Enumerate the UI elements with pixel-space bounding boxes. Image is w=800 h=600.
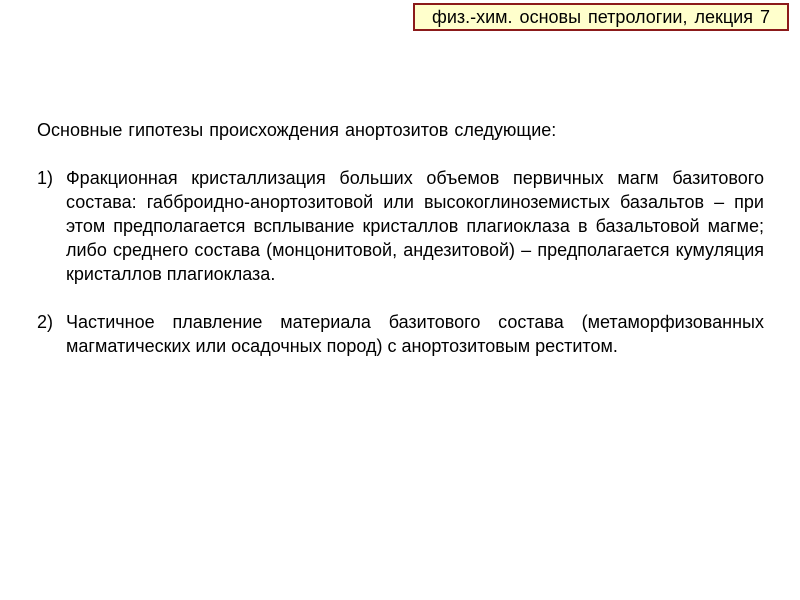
hypothesis-text-1: Фракционная кристаллизация больших объемов первичных магм базитового состава: габброидно-анортозитовой или высокоглиноземистых базальтов – при этом предполагается всплывание кристаллов плагиоклаза в базальтовой магме; либо среднего состава (монцонитовой, андезитовой) – предполагается кумуляция кристаллов плагиоклаза. — [66, 168, 764, 284]
hypothesis-number-1: 1) — [37, 168, 54, 188]
lecture-header-box — [413, 3, 789, 31]
hypothesis-item-1 — [37, 166, 764, 286]
lecture-header-title: физ.-хим. основы петрологии, лекция 7 — [432, 7, 770, 27]
slide-body — [37, 118, 764, 382]
intro-text: Основные гипотезы происхождения анортозитов следующие: — [37, 120, 557, 140]
hypothesis-text-2: Частичное плавление материала базитового состава (метаморфизованных магматических или осадочных пород) с анортозитовым реститом. — [66, 312, 764, 356]
hypothesis-item-2 — [37, 310, 764, 358]
hypothesis-number-2: 2) — [37, 312, 54, 332]
